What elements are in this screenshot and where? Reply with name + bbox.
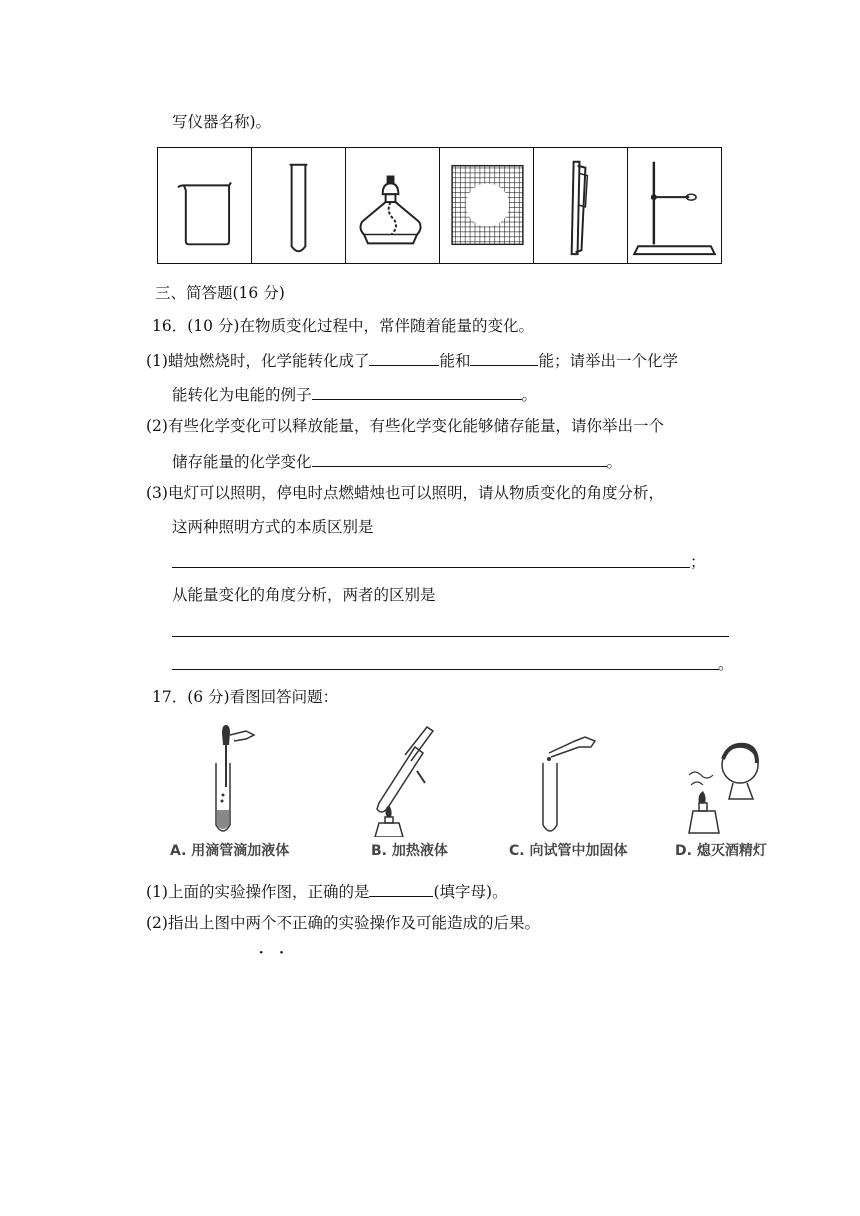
q16-stem: 16．(10 分)在物质变化过程中，常伴随着能量的变化。 (152, 317, 534, 335)
caption-b: B. 加热液体 (371, 843, 448, 859)
test-tube-icon (252, 148, 345, 263)
dropper-figure (196, 725, 266, 837)
test-tube-holder-cell (534, 148, 628, 263)
wire-gauze-icon (440, 148, 533, 263)
q16-p2-end: 。 (606, 453, 623, 471)
extinguish-figure (685, 725, 770, 837)
beaker-cell (158, 148, 252, 263)
q16-part2-line1: (2)有些化学变化可以释放能量，有些化学变化能够储存能量，请你举出一个 (146, 417, 664, 435)
top-fragment: 写仪器名称)。 (172, 113, 272, 131)
beaker-icon (158, 148, 251, 263)
test-tube-holder-icon (534, 148, 627, 263)
q16-part3-line1: (3)电灯可以照明，停电时点燃蜡烛也可以照明，请从物质变化的角度分析， (146, 484, 664, 502)
q16-part3-line2: 这两种照明方式的本质区别是 (172, 518, 374, 536)
section3-title: 三、简答题(16 分) (155, 284, 285, 302)
q16-answer-line-1[interactable] (172, 567, 690, 568)
wire-gauze-cell (440, 148, 534, 263)
q16-part3-line3: 从能量变化的角度分析，两者的区别是 (172, 586, 436, 604)
dots: ·· (258, 940, 299, 964)
alcohol-lamp-cell (346, 148, 440, 263)
test-tube-cell (252, 148, 346, 263)
q16-p2b: 储存能量的化学变化 (172, 453, 312, 471)
equipment-table (157, 147, 722, 264)
caption-a: A. 用滴管滴加液体 (170, 843, 290, 859)
alcohol-lamp-icon (346, 148, 439, 263)
q16-blank-1[interactable] (369, 349, 439, 366)
q16-p3-semicolon: ； (690, 553, 706, 571)
q17-p1b: (填字母)。 (433, 883, 508, 901)
q17-blank-1[interactable] (369, 880, 433, 897)
q16-p1a: (1)蜡烛燃烧时，化学能转化成了 (146, 352, 370, 370)
q16-answer-line-3[interactable] (172, 669, 719, 670)
q16-p3-end: 。 (718, 655, 734, 673)
q16-blank-2[interactable] (470, 349, 538, 366)
heating-figure (365, 725, 445, 837)
q16-part1-line2 (172, 383, 537, 405)
q17-part1 (146, 880, 508, 902)
q16-p1b: 能和 (439, 352, 471, 370)
q16-blank-3[interactable] (312, 383, 522, 400)
q16-part1-line1 (146, 349, 678, 371)
iron-stand-cell (628, 148, 721, 263)
q16-p1-end: 。 (521, 386, 538, 404)
q17-part2: (2)指出上图中两个不正确的实验操作及可能造成的后果。 (146, 914, 540, 932)
iron-stand-icon (628, 148, 721, 263)
q17-p1a: (1)上面的实验操作图，正确的是 (146, 883, 370, 901)
caption-c: C. 向试管中加固体 (509, 843, 628, 859)
q16-part2-line2 (172, 450, 622, 472)
solid-adding-figure (535, 725, 605, 837)
caption-d: D. 熄灭酒精灯 (675, 843, 767, 859)
q16-answer-line-2[interactable] (172, 636, 729, 637)
q17-stem: 17．(6 分)看图回答问题： (152, 688, 339, 706)
q16-p1d: 能转化为电能的例子 (172, 386, 312, 404)
q16-blank-4[interactable] (312, 450, 607, 467)
q16-p1c: 能；请举出一个化学 (538, 352, 678, 370)
